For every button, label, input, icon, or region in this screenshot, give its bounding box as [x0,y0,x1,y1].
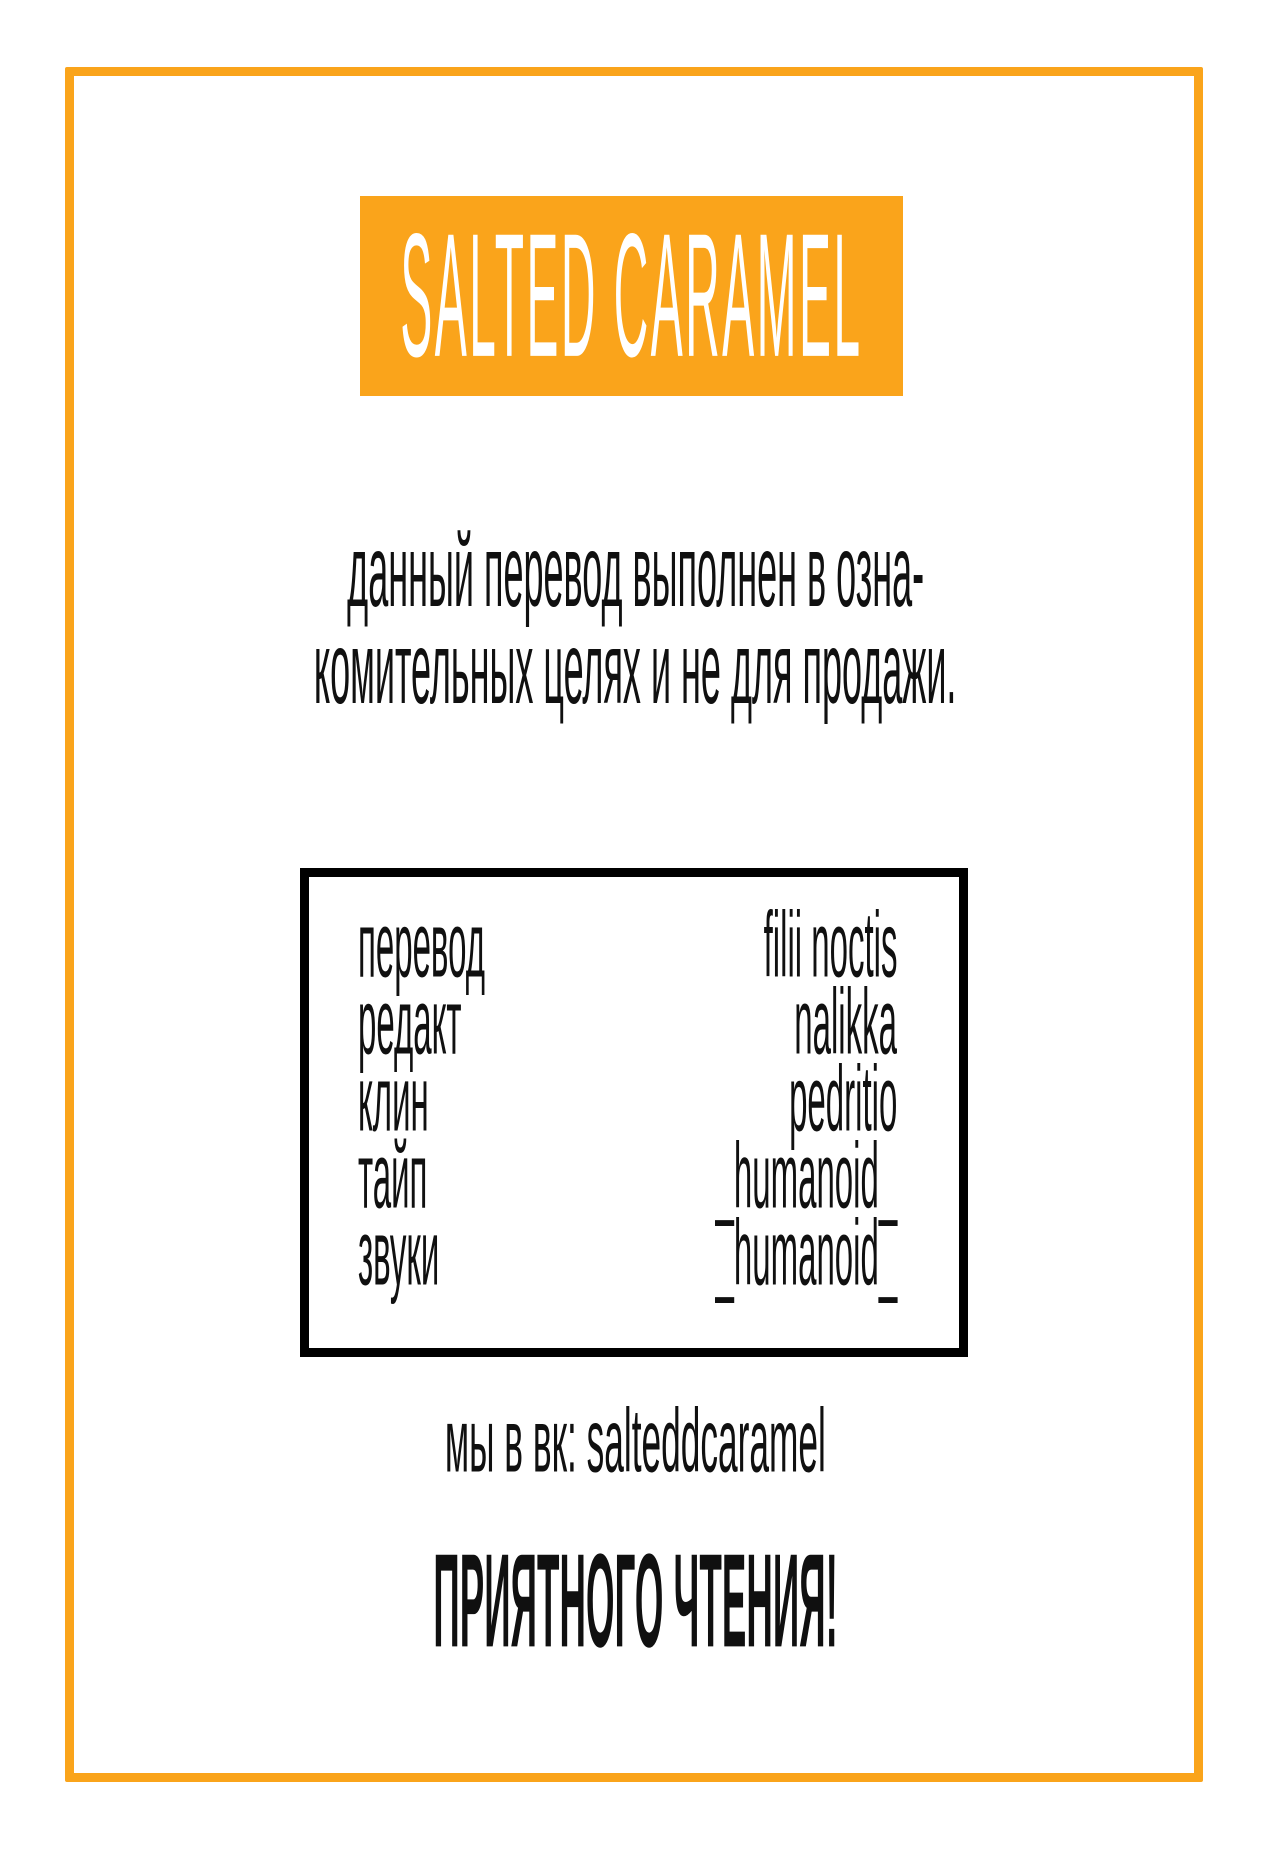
vk-contact-line [0,1389,1271,1491]
credits-box [300,868,968,1357]
credit-row-sounds [358,1202,897,1310]
closing-text: ПРИЯТНОГО ЧТЕНИЯ! [433,1528,838,1676]
credit-person-name: pedritio [788,1048,897,1152]
disclaimer-line-1 [0,513,1271,629]
credit-role-label: редакт [358,971,462,1075]
group-logo-banner [360,196,903,396]
disclaimer-text-1: данный перевод выполнен в озна- [347,513,924,629]
group-title: SALTED CARAMEL [400,197,863,395]
credit-person-name: filii noctis [763,894,897,998]
credit-person-name: _humanoid_ [715,1202,897,1306]
vk-contact-text: мы в вк: salteddcaramel [445,1389,826,1491]
credit-role-label: перевод [358,894,485,998]
credit-person-name: nalikka [794,971,897,1075]
credit-person-name: _humanoid_ [715,1125,897,1229]
disclaimer-text-2: комительных целях и не для продажи. [314,610,957,726]
credit-role-label: клин [358,1048,429,1152]
credit-role-label: звуки [358,1202,440,1306]
disclaimer-line-2 [0,610,1271,726]
credit-role-label: тайп [358,1125,428,1229]
closing-line [0,1528,1271,1676]
